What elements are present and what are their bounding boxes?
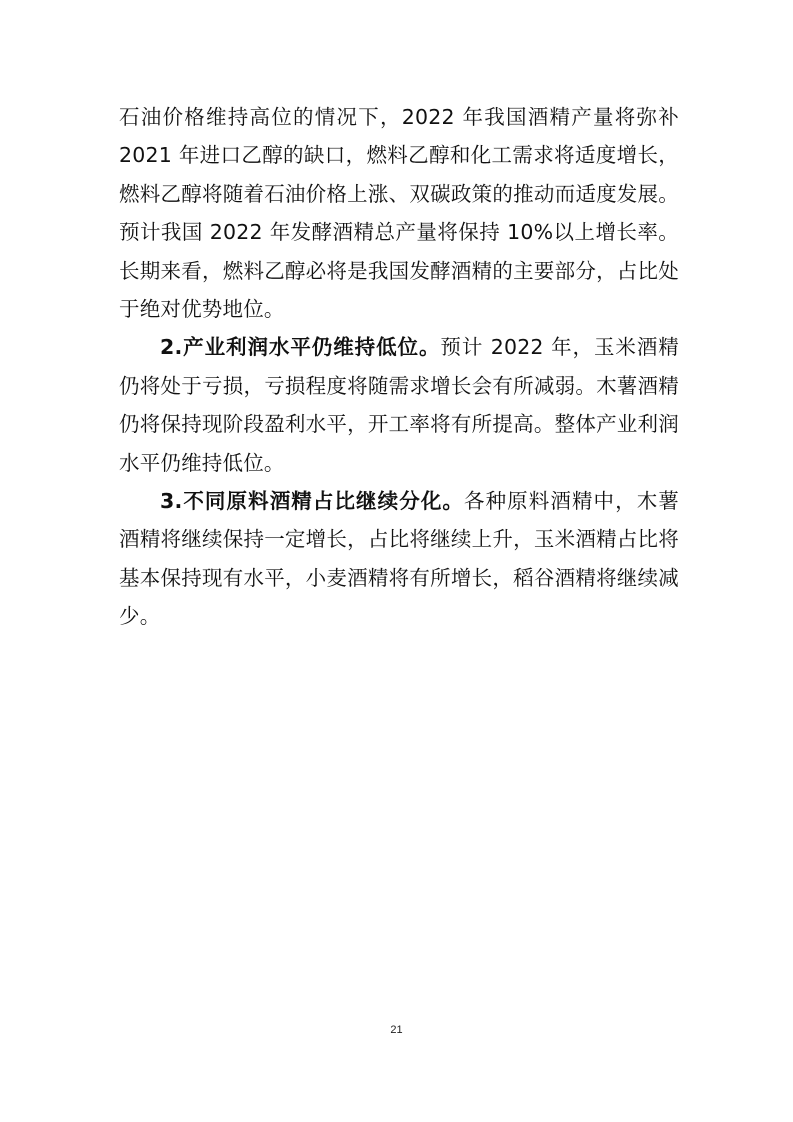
paragraph-lead-heading: 2.产业利润水平仍维持低位。 [160,335,441,360]
paragraph-text: 石油价格维持高位的情况下，2022 年我国酒精产量将弥补 2021 年进口乙醇的缺口，燃料乙醇和化工需求将适度增长，燃料乙醇将随着石油价格上涨、双碳政策的推动而适度发展。预计我国 2022 年发酵酒精总产量将保持 10%以上增长率。长期来看，燃料乙醇必将是我国发酵酒精的主要部分，占比处于绝对优势地位。 [119,105,679,322]
paragraph-text: 预计 2022 年，玉米酒精仍将处于亏损，亏损程度将随需求增长会有所减弱。木薯酒精仍将保持现阶段盈利水平，开工率将有所提高。整体产业利润水平仍维持低位。 [119,335,679,475]
paragraph-continued [119,98,679,328]
page-number: 21 [390,1024,403,1036]
document-body [119,98,679,636]
paragraph-profit-level [119,328,679,482]
paragraph-raw-material-share [119,482,679,636]
paragraph-lead-heading: 3.不同原料酒精占比继续分化。 [160,489,464,514]
paragraph-text: 各种原料酒精中，木薯酒精将继续保持一定增长，占比将继续上升，玉米酒精占比将基本保持现有水平，小麦酒精将有所增长，稻谷酒精将继续减少。 [119,489,679,629]
